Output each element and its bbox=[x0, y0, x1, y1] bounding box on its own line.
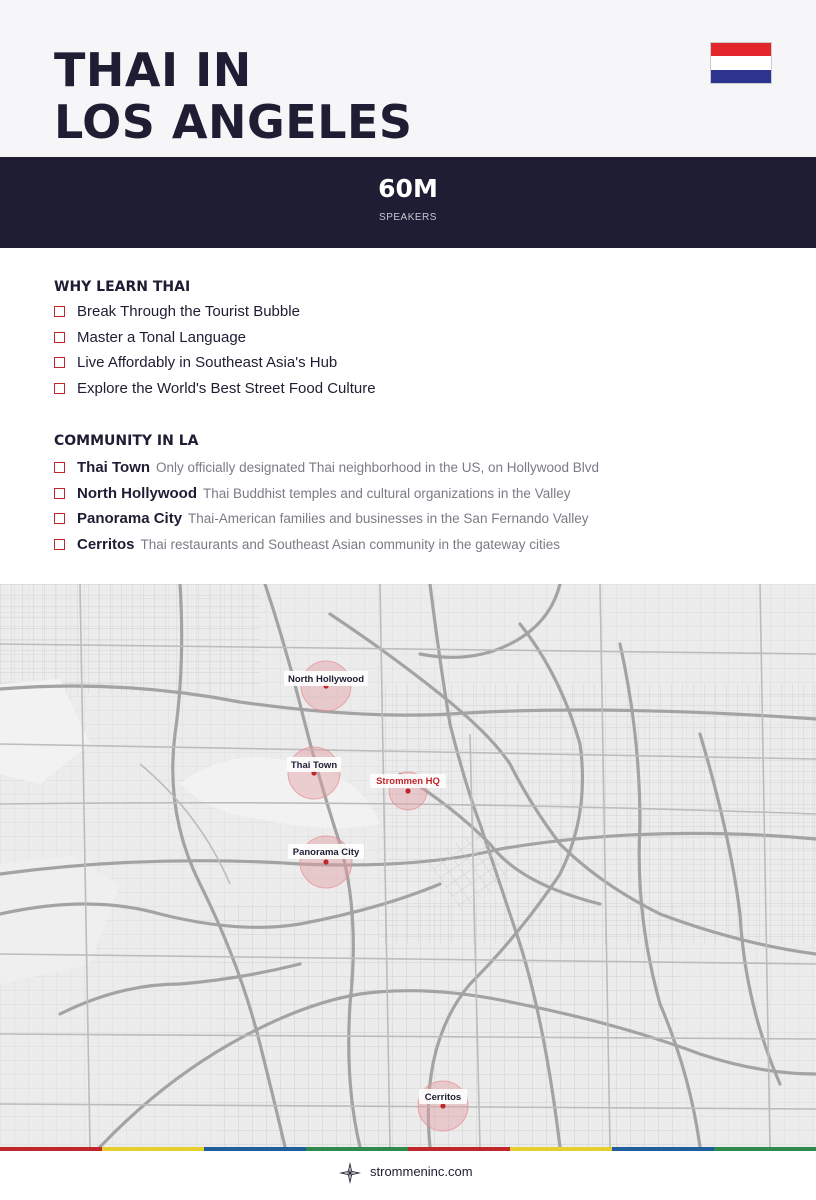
community-desc: Thai-American families and businesses in the San Fernando Valley bbox=[188, 511, 589, 527]
why-item-text: Break Through the Tourist Bubble bbox=[77, 303, 300, 320]
why-item bbox=[54, 380, 376, 406]
checkbox-icon bbox=[54, 383, 65, 394]
community-item bbox=[54, 485, 599, 511]
compass-star-icon bbox=[338, 1161, 362, 1185]
page-header bbox=[0, 0, 816, 157]
community-name: Thai Town bbox=[77, 459, 151, 476]
speakers-count: 60M bbox=[378, 174, 438, 203]
why-learn-title: WHY LEARN THAI bbox=[54, 279, 191, 295]
checkbox-icon bbox=[54, 539, 65, 550]
community-desc: Thai restaurants and Southeast Asian community in the gateway cities bbox=[140, 537, 561, 553]
checkbox-icon bbox=[54, 513, 65, 524]
thailand-flag-icon bbox=[710, 42, 772, 84]
why-item bbox=[54, 354, 376, 380]
community-item bbox=[54, 536, 599, 562]
marker-label: Thai Town bbox=[290, 760, 338, 771]
marker-cerritos[interactable] bbox=[418, 1081, 468, 1131]
why-item-text: Explore the World's Best Street Food Culture bbox=[77, 380, 376, 398]
why-item-text: Live Affordably in Southeast Asia's Hub bbox=[77, 354, 338, 372]
marker-label: Cerritos bbox=[424, 1092, 462, 1103]
marker-label: Panorama City bbox=[292, 847, 360, 858]
community-name: North Hollywood bbox=[77, 484, 197, 502]
checkbox-icon bbox=[54, 332, 65, 343]
community-name: Cerritos bbox=[77, 536, 135, 554]
checkbox-icon bbox=[54, 488, 65, 499]
checkbox-icon bbox=[54, 306, 65, 317]
flag-stripe-top bbox=[711, 43, 771, 56]
community-item bbox=[54, 459, 599, 485]
page-footer bbox=[0, 1151, 816, 1200]
community-list bbox=[54, 459, 599, 562]
community-item bbox=[54, 510, 599, 536]
community-name: Panorama City bbox=[77, 510, 183, 528]
why-item-text: Master a Tonal Language bbox=[77, 328, 247, 346]
title-line-2: LOS ANGELES bbox=[54, 95, 413, 149]
checkbox-icon bbox=[54, 462, 65, 473]
why-learn-list bbox=[54, 303, 376, 406]
flag-stripe-middle bbox=[711, 56, 771, 69]
flag-stripe-bottom bbox=[711, 70, 771, 83]
speakers-label: SPEAKERS bbox=[379, 212, 437, 223]
marker-label: North Hollywood bbox=[288, 674, 364, 685]
marker-thai-town[interactable] bbox=[287, 747, 341, 799]
why-item bbox=[54, 303, 376, 329]
title-line-1: THAI IN bbox=[54, 43, 252, 97]
content-section bbox=[0, 248, 816, 584]
marker-label: Strommen HQ bbox=[376, 776, 440, 787]
why-item bbox=[54, 329, 376, 355]
community-desc: Only officially designated Thai neighborhood in the US, on Hollywood Blvd bbox=[156, 460, 600, 475]
checkbox-icon bbox=[54, 357, 65, 368]
website-link[interactable]: strommeninc.com bbox=[370, 1164, 473, 1179]
street-grid-valley bbox=[0, 584, 260, 694]
la-map[interactable] bbox=[0, 584, 816, 1147]
map-canvas bbox=[0, 584, 816, 1147]
community-title: COMMUNITY IN LA bbox=[54, 433, 199, 449]
community-desc: Thai Buddhist temples and cultural organizations in the Valley bbox=[203, 485, 571, 501]
page-title bbox=[54, 44, 413, 148]
